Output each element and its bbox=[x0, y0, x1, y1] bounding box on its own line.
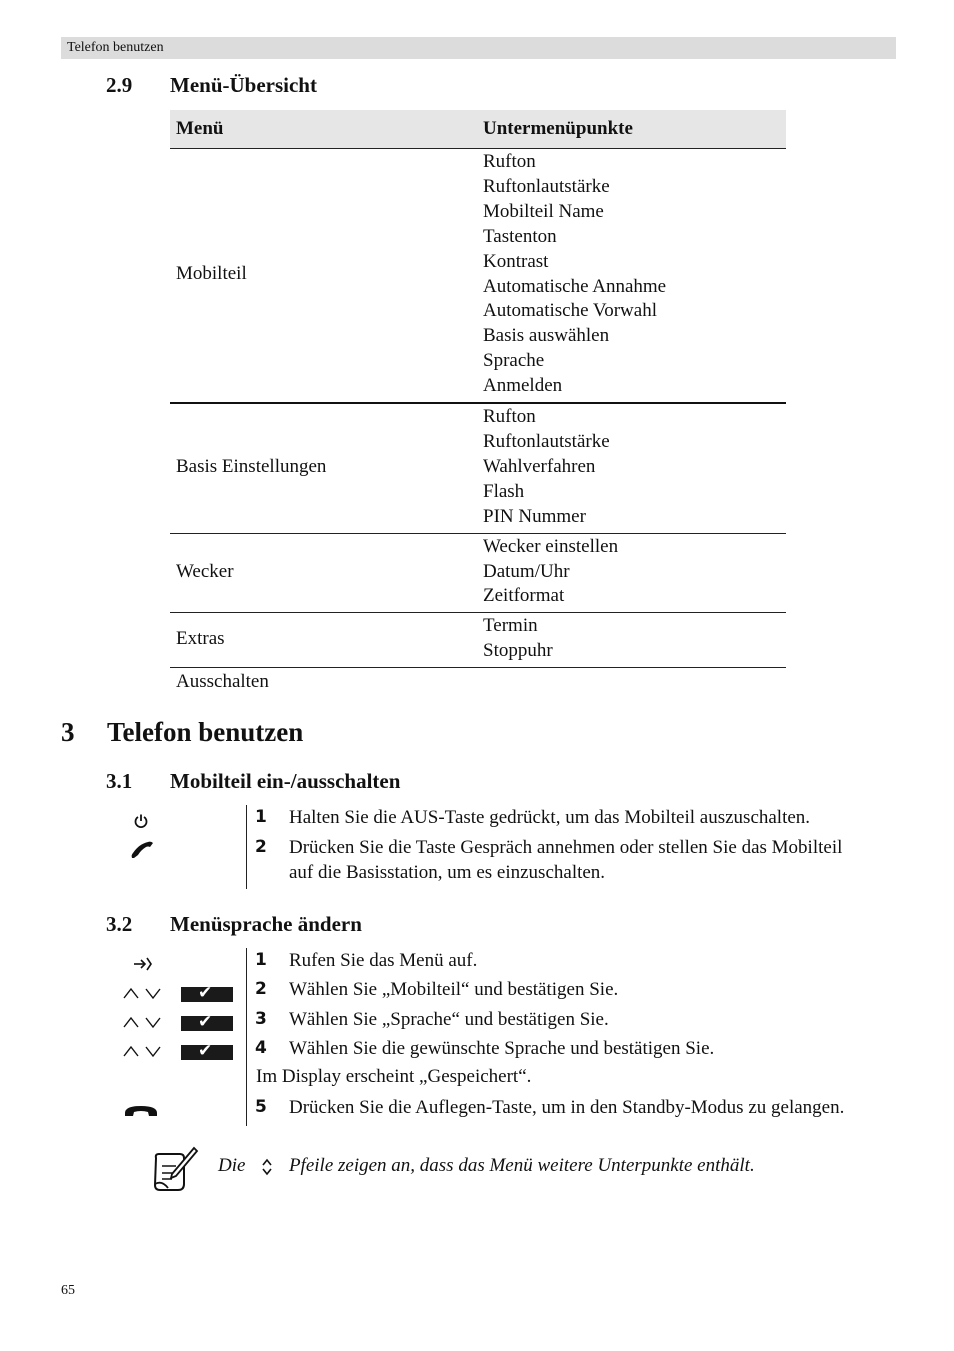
submenu-cell bbox=[477, 403, 786, 533]
ok-check-button bbox=[181, 983, 233, 1003]
menu-cell: Wecker bbox=[170, 533, 477, 613]
submenu-cell bbox=[477, 149, 786, 404]
menu-overview-table bbox=[170, 110, 786, 695]
step-number: 4 bbox=[255, 1038, 267, 1058]
step-text: Wählen Sie „Mobilteil“ und bestätigen Sie. bbox=[289, 979, 619, 1000]
power-icon bbox=[133, 813, 149, 829]
submenu-item: Rufton bbox=[483, 406, 536, 428]
table-row bbox=[170, 668, 786, 695]
ok-check-button bbox=[181, 1041, 233, 1061]
menu-cell: Extras bbox=[170, 613, 477, 668]
table-row bbox=[170, 149, 786, 404]
submenu-item: Rufton bbox=[483, 151, 536, 172]
check-icon: ✔ bbox=[198, 983, 213, 1003]
submenu-item: Automatische Vorwahl bbox=[483, 300, 657, 322]
section-title: Mobilteil ein-/ausschalten bbox=[170, 769, 401, 793]
running-header bbox=[61, 37, 896, 59]
submenu-item: Ruftonlautstärke bbox=[483, 175, 610, 197]
submenu-cell bbox=[477, 533, 786, 613]
up-down-arrows-icon bbox=[122, 1014, 164, 1030]
display-info-text: Im Display erscheint „Gespeichert“. bbox=[256, 1066, 532, 1087]
menu-enter-icon bbox=[133, 955, 153, 973]
step-text: Wählen Sie die gewünschte Sprache und bestätigen Sie. bbox=[289, 1038, 715, 1059]
step-number: 2 bbox=[255, 837, 267, 857]
submenu-item: Kontrast bbox=[483, 250, 549, 272]
menu-cell: Basis Einstellungen bbox=[170, 403, 477, 533]
table-row bbox=[170, 533, 786, 613]
step-text: Wählen Sie „Sprache“ und bestätigen Sie. bbox=[289, 1009, 609, 1030]
ok-check-button bbox=[181, 1012, 233, 1032]
submenu-item: Datum/Uhr bbox=[483, 560, 570, 582]
step-text: auf die Basisstation, um es einzuschalten. bbox=[289, 862, 606, 883]
step-text: Halten Sie die AUS-Taste gedrückt, um das Mobilteil auszuschalten. bbox=[289, 807, 811, 828]
submenu-item: Wahlverfahren bbox=[483, 455, 596, 477]
submenu-item: Basis auswählen bbox=[483, 325, 610, 347]
running-header-title: Telefon benutzen bbox=[67, 40, 164, 55]
step-number: 5 bbox=[255, 1097, 267, 1117]
steps-3-1 bbox=[246, 805, 843, 889]
scroll-arrows-icon bbox=[260, 1157, 274, 1177]
section-title: Menüsprache ändern bbox=[170, 912, 362, 936]
submenu-item: Termin bbox=[483, 615, 538, 637]
section-number: 3.1 bbox=[106, 769, 133, 793]
column-header-submenu: Untermenüpunkte bbox=[477, 110, 786, 149]
submenu-item: Sprache bbox=[483, 350, 545, 372]
note-pencil-icon bbox=[150, 1144, 200, 1194]
note-after: Pfeile zeigen an, dass das Menü weitere Unterpunkte enthält. bbox=[288, 1155, 755, 1176]
up-down-arrows-icon bbox=[122, 985, 164, 1001]
handset-call-icon bbox=[129, 840, 155, 860]
submenu-item: Automatische Annahme bbox=[483, 275, 667, 297]
section-number: 2.9 bbox=[106, 73, 133, 97]
section-number: 3.2 bbox=[106, 912, 133, 936]
chapter-title: Telefon benutzen bbox=[107, 717, 304, 747]
up-down-arrows-icon bbox=[122, 1043, 164, 1059]
menu-cell: Mobilteil bbox=[170, 149, 477, 404]
step-text: Drücken Sie die Taste Gespräch annehmen oder stellen Sie das Mobilteil bbox=[289, 837, 843, 858]
submenu-item: Tastenton bbox=[483, 225, 557, 247]
submenu-item: Zeitformat bbox=[483, 585, 565, 607]
submenu-item: PIN Nummer bbox=[483, 505, 586, 527]
page-number: 65 bbox=[61, 1283, 75, 1298]
submenu-item: Wecker einstellen bbox=[483, 535, 619, 557]
section-title: Menü-Übersicht bbox=[170, 73, 317, 97]
step-number: 1 bbox=[255, 950, 267, 970]
note-before: Die bbox=[218, 1155, 246, 1176]
step-text: Rufen Sie das Menü auf. bbox=[289, 950, 478, 971]
menu-cell: Ausschalten bbox=[176, 671, 269, 693]
table-row bbox=[170, 403, 786, 533]
submenu-item: Anmelden bbox=[483, 375, 563, 397]
table-header-row bbox=[170, 110, 786, 149]
step-number: 3 bbox=[255, 1009, 267, 1029]
step-text: Drücken Sie die Auflegen-Taste, um in den Standby-Modus zu gelangen. bbox=[289, 1097, 845, 1118]
table-row bbox=[170, 613, 786, 668]
submenu-item: Ruftonlautstärke bbox=[483, 430, 610, 452]
submenu-item: Flash bbox=[483, 480, 525, 502]
chapter-number: 3 bbox=[61, 717, 75, 747]
check-icon: ✔ bbox=[198, 1041, 213, 1061]
handset-hangup-icon bbox=[123, 1102, 159, 1118]
submenu-cell bbox=[477, 613, 786, 668]
note-text bbox=[218, 1155, 755, 1177]
check-icon: ✔ bbox=[198, 1012, 213, 1032]
step-number: 1 bbox=[255, 807, 267, 827]
submenu-item: Stoppuhr bbox=[483, 640, 553, 662]
submenu-cell bbox=[477, 668, 786, 695]
column-header-menu: Menü bbox=[170, 110, 477, 149]
submenu-item: Mobilteil Name bbox=[483, 200, 604, 222]
step-number: 2 bbox=[255, 979, 267, 999]
